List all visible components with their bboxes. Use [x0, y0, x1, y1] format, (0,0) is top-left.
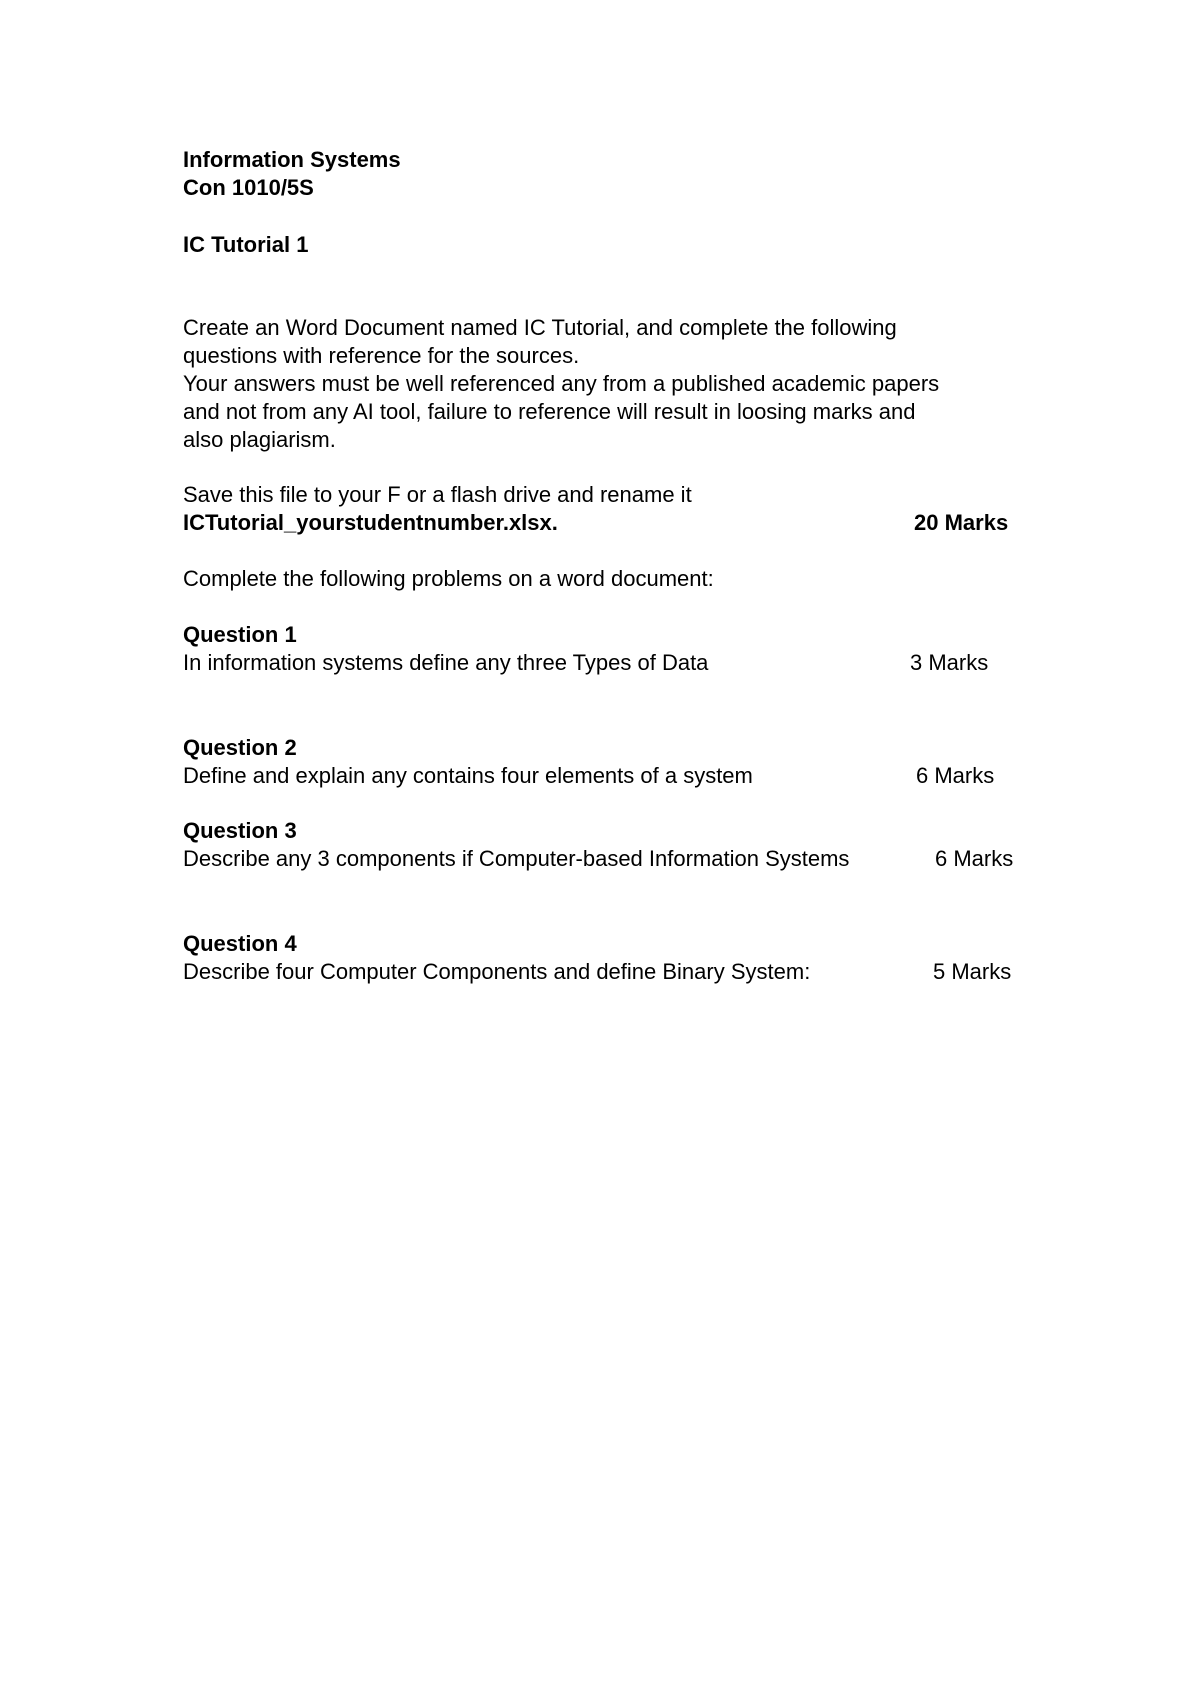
instruction-line: Your answers must be well referenced any from a published academic papers [183, 371, 940, 396]
save-filename: ICTutorial_yourstudentnumber.xlsx. [183, 510, 558, 535]
course-code: Con 1010/5S [183, 175, 314, 200]
question-marks: 3 Marks [910, 650, 989, 675]
instruction-line: questions with reference for the sources. [183, 343, 580, 368]
save-instruction: Save this file to your F or a flash drive and rename it [183, 482, 692, 507]
question-title: Question 4 [183, 931, 297, 956]
question-marks: 6 Marks [916, 763, 995, 788]
instruction-line: and not from any AI tool, failure to reference will result in loosing marks and [183, 399, 916, 424]
instruction-line: also plagiarism. [183, 427, 336, 452]
question-marks: 5 Marks [933, 959, 1012, 984]
question-text: Describe any 3 components if Computer-based Information Systems [183, 846, 850, 871]
question-text: Define and explain any contains four elements of a system [183, 763, 753, 788]
question-title: Question 1 [183, 622, 297, 647]
total-marks: 20 Marks [914, 510, 1009, 535]
question-text: In information systems define any three Types of Data [183, 650, 709, 675]
question-text: Describe four Computer Components and define Binary System: [183, 959, 811, 984]
tutorial-title: IC Tutorial 1 [183, 232, 309, 257]
question-title: Question 2 [183, 735, 297, 760]
question-title: Question 3 [183, 818, 297, 843]
question-marks: 6 Marks [935, 846, 1014, 871]
instruction-line: Create an Word Document named IC Tutorial, and complete the following [183, 315, 897, 340]
document-subject: Information Systems [183, 147, 401, 172]
problems-intro: Complete the following problems on a word document: [183, 566, 714, 591]
